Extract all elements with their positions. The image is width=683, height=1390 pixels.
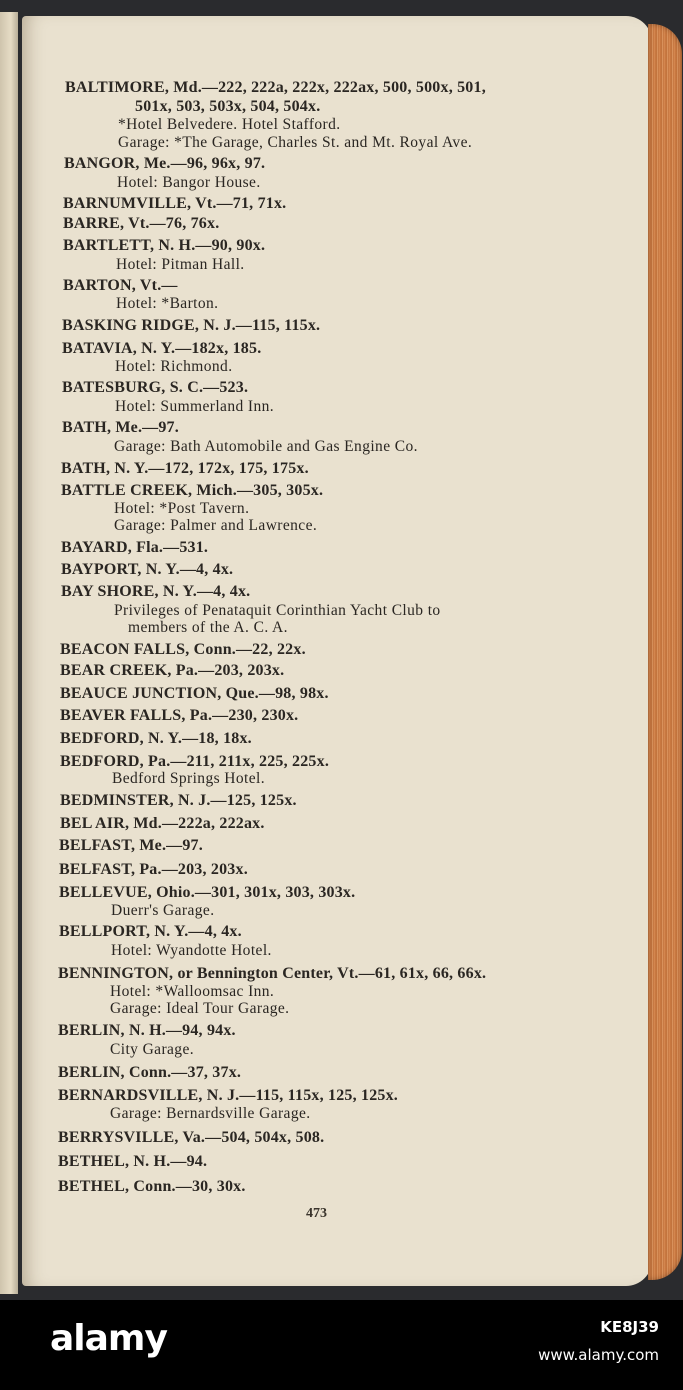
entry-heading: BASKING RIDGE, N. J.—115, 115x. [62, 317, 321, 334]
entry-detail: Privileges of Penataquit Corinthian Yacht Club to [114, 602, 441, 619]
entry-heading: BARTON, Vt.— [63, 277, 178, 294]
alamy-logo: alamy [50, 1318, 167, 1359]
entry-heading: BEAVER FALLS, Pa.—230, 230x. [60, 707, 299, 724]
entry-heading: BARNUMVILLE, Vt.—71, 71x. [63, 195, 287, 212]
entry-detail: Garage: Ideal Tour Garage. [110, 1000, 290, 1017]
entry-heading: BELLEVUE, Ohio.—301, 301x, 303, 303x. [59, 884, 356, 901]
entry-heading: BELFAST, Me.—97. [59, 837, 203, 854]
entry-detail-continued: members of the A. C. A. [128, 619, 288, 636]
entry-detail: Hotel: *Barton. [116, 295, 219, 312]
entry-heading: BELLPORT, N. Y.—4, 4x. [59, 923, 242, 940]
entry-heading: BARTLETT, N. H.—90, 90x. [63, 237, 266, 254]
entry-heading: BEDFORD, N. Y.—18, 18x. [60, 730, 252, 747]
entry-heading: BATESBURG, S. C.—523. [62, 379, 249, 396]
entry-heading: BEAUCE JUNCTION, Que.—98, 98x. [60, 685, 329, 702]
entry-heading: BETHEL, Conn.—30, 30x. [58, 1178, 246, 1195]
entry-detail: Bedford Springs Hotel. [112, 770, 266, 787]
entry-detail: Hotel: Bangor House. [117, 174, 261, 191]
entry-heading: BELFAST, Pa.—203, 203x. [59, 861, 248, 878]
entry-heading-continued: 501x, 503, 503x, 504, 504x. [135, 98, 321, 115]
entry-detail: *Hotel Belvedere. Hotel Stafford. [118, 116, 341, 133]
entry-heading: BARRE, Vt.—76, 76x. [63, 215, 220, 232]
entry-detail: Garage: Bernardsville Garage. [110, 1105, 311, 1122]
entry-heading: BAYPORT, N. Y.—4, 4x. [61, 561, 234, 578]
entry-detail: Hotel: Richmond. [115, 358, 233, 375]
entry-heading: BATAVIA, N. Y.—182x, 185. [62, 340, 262, 357]
entry-detail: Garage: Bath Automobile and Gas Engine Co. [114, 438, 418, 455]
entry-heading: BETHEL, N. H.—94. [58, 1153, 208, 1170]
entry-heading: BATTLE CREEK, Mich.—305, 305x. [61, 482, 324, 499]
entry-heading: BERNARDSVILLE, N. J.—115, 115x, 125, 125x. [58, 1087, 399, 1104]
entry-heading: BEAR CREEK, Pa.—203, 203x. [60, 662, 285, 679]
image-id: KE8J39 [600, 1318, 659, 1336]
entry-detail: Garage: Palmer and Lawrence. [114, 517, 318, 534]
entry-heading: BAYARD, Fla.—531. [61, 539, 209, 556]
site-url: www.alamy.com [538, 1346, 659, 1364]
entry-detail: City Garage. [110, 1041, 194, 1058]
entry-detail: Duerr's Garage. [111, 902, 215, 919]
entry-heading: BERRYSVILLE, Va.—504, 504x, 508. [58, 1129, 325, 1146]
entry-heading: BERLIN, Conn.—37, 37x. [58, 1064, 242, 1081]
entry-detail: Hotel: *Walloomsac Inn. [110, 983, 275, 1000]
entry-heading: BEDFORD, Pa.—211, 211x, 225, 225x. [60, 753, 330, 770]
entry-heading: BENNINGTON, or Bennington Center, Vt.—61, 61x, 66, 66x. [58, 965, 487, 982]
entry-detail: Hotel: Wyandotte Hotel. [111, 942, 272, 959]
entry-detail: Hotel: Pitman Hall. [116, 256, 245, 273]
entry-detail: Hotel: *Post Tavern. [114, 500, 250, 517]
entry-heading: BERLIN, N. H.—94, 94x. [58, 1022, 236, 1039]
entry-heading: BEDMINSTER, N. J.—125, 125x. [60, 792, 297, 809]
entry-heading: BALTIMORE, Md.—222, 222a, 222x, 222ax, 500, 500x, 501, [65, 79, 486, 96]
entry-heading: BANGOR, Me.—96, 96x, 97. [64, 155, 266, 172]
entry-heading: BAY SHORE, N. Y.—4, 4x. [61, 583, 251, 600]
page-number: 473 [306, 1206, 327, 1221]
entry-heading: BEL AIR, Md.—222a, 222ax. [60, 815, 265, 832]
entry-detail: Garage: *The Garage, Charles St. and Mt. Royal Ave. [118, 134, 473, 151]
entry-heading: BATH, Me.—97. [62, 419, 179, 436]
entry-heading: BATH, N. Y.—172, 172x, 175, 175x. [61, 460, 309, 477]
entry-heading: BEACON FALLS, Conn.—22, 22x. [60, 641, 306, 658]
entry-detail: Hotel: Summerland Inn. [115, 398, 275, 415]
